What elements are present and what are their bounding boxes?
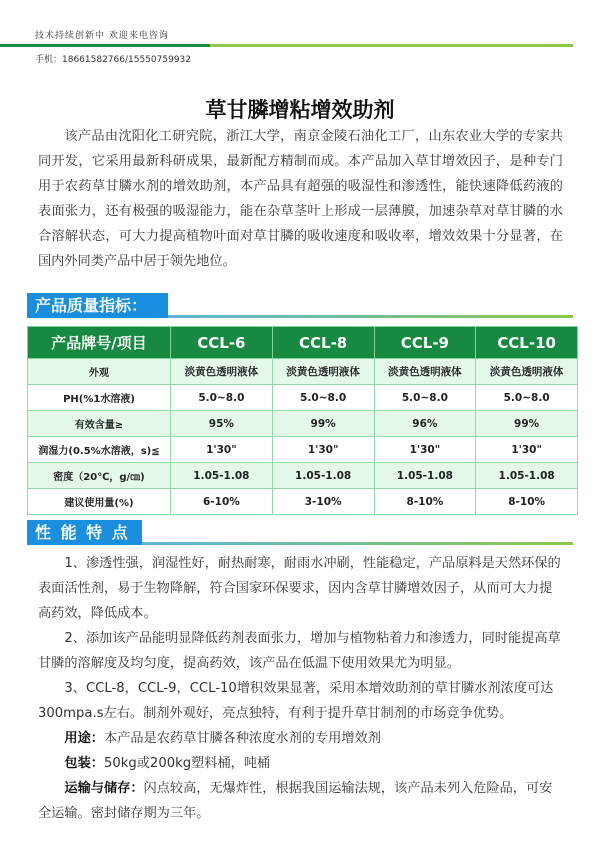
table-row [28, 489, 578, 515]
cell-value: 3-10% [272, 489, 374, 515]
packing-text: 50kg或200kg塑料桶，吨桶 [103, 756, 271, 771]
cell-value: 5.0~8.0 [272, 385, 374, 411]
storage-line [38, 776, 563, 826]
row-label: 外观 [28, 359, 171, 385]
header-divider-light [210, 44, 573, 47]
cell-value: 8-10% [476, 489, 578, 515]
table-row [28, 463, 578, 489]
cell-value: 8-10% [374, 489, 476, 515]
cell-value: 淡黄色透明液体 [374, 359, 476, 385]
cell-value: 6-10% [171, 489, 273, 515]
row-label: 有效含量≥ [28, 411, 171, 437]
cell-value: 1.05-1.08 [374, 463, 476, 489]
usage-label: 用途： [64, 731, 104, 746]
section-underline [168, 315, 573, 318]
section-heading-features [27, 520, 573, 545]
table-header: CCL-8 [272, 327, 374, 359]
section-title: 性 能 特 点 [27, 520, 142, 545]
cell-value: 淡黄色透明液体 [476, 359, 578, 385]
cell-value: 1'30" [272, 437, 374, 463]
row-label: PH(%1水溶液) [28, 385, 171, 411]
table-header-row [28, 327, 578, 359]
row-label: 润湿力(0.5%水溶液，s)≦ [28, 437, 171, 463]
cell-value: 1.05-1.08 [171, 463, 273, 489]
cell-value: 5.0~8.0 [171, 385, 273, 411]
section-heading-quality [27, 293, 573, 318]
storage-text: 闪点较高，无爆炸性，根据我国运输法规，该产品未列入危险品，可安全运输。密封储存期为三年。 [38, 781, 553, 821]
cell-value: 99% [476, 411, 578, 437]
usage-line [38, 726, 563, 751]
header-slogan: 技术持续创新中 欢迎来电咨询 [35, 31, 169, 41]
row-label: 建议使用量(%) [28, 489, 171, 515]
table-header: CCL-9 [374, 327, 476, 359]
table-row [28, 359, 578, 385]
table-header: 产品牌号/项目 [28, 327, 171, 359]
storage-label: 运输与储存： [64, 781, 144, 796]
table-row [28, 411, 578, 437]
cell-value: 1'30" [374, 437, 476, 463]
packing-line [38, 751, 563, 776]
cell-value: 淡黄色透明液体 [272, 359, 374, 385]
cell-value: 1.05-1.08 [476, 463, 578, 489]
quality-table [27, 326, 578, 515]
usage-text: 本产品是农药草甘膦各种浓度水剂的专用增效剂 [103, 731, 381, 746]
features-body [38, 551, 563, 826]
cell-value: 1'30" [171, 437, 273, 463]
feature-item: 2、添加该产品能明显降低药剂表面张力，增加与植物粘着力和渗透力，同时能提高草甘膦的溶解度及均匀度，提高药效，该产品在低温下使用效果尤为明显。 [38, 631, 561, 671]
header-divider-dark [0, 44, 210, 47]
cell-value: 5.0~8.0 [476, 385, 578, 411]
page-title: 草甘膦增粘增效助剂 [205, 98, 395, 122]
section-title: 产品质量指标： [27, 293, 168, 318]
table-row [28, 385, 578, 411]
table-header: CCL-10 [476, 327, 578, 359]
packing-label: 包装： [64, 756, 104, 771]
feature-item: 3、CCL-8，CCL-9，CCL-10增积效果显著，采用本增效助剂的草甘膦水剂浓度可达300mpa.s左右。制剂外观好，亮点独特，有利于提升草甘制剂的市场竞争优势。 [38, 681, 554, 721]
cell-value: 1'30" [476, 437, 578, 463]
cell-value: 1.05-1.08 [272, 463, 374, 489]
section-underline [142, 542, 573, 545]
intro-paragraph: 该产品由沈阳化工研究院，浙江大学，南京金陵石油化工厂，山东农业大学的专家共同开发，它采用最新科研成果，最新配方精制而成。本产品加入草甘增效因子，是种专门用于农药草甘膦水剂的增效助剂，本产品具有超强的吸湿性和渗透性，能快速降低药液的表面张力，还有极强的吸湿能力，能在杂草茎叶上形成一层薄膜，加速杂草对草甘膦的水合溶解状态，可大力提高植物叶面对草甘膦的吸收速度和吸收率，增效效果十分显著，在国内外同类产品中居于领先地位。 [38, 129, 563, 269]
row-label: 密度（20℃，g/㎝) [28, 463, 171, 489]
cell-value: 淡黄色透明液体 [171, 359, 273, 385]
cell-value: 96% [374, 411, 476, 437]
cell-value: 5.0~8.0 [374, 385, 476, 411]
header-phone: 手机：18661582766/15550759932 [35, 55, 192, 65]
feature-item: 1、渗透性强，润湿性好，耐热耐寒，耐雨水冲刷，性能稳定，产品原料是天然环保的表面活性剂，易于生物降解，符合国家环保要求，因内含草甘膦增效因子，从而可大力提高药效，降低成本。 [38, 556, 561, 621]
table-header: CCL-6 [171, 327, 273, 359]
table-row [28, 437, 578, 463]
cell-value: 95% [171, 411, 273, 437]
cell-value: 99% [272, 411, 374, 437]
